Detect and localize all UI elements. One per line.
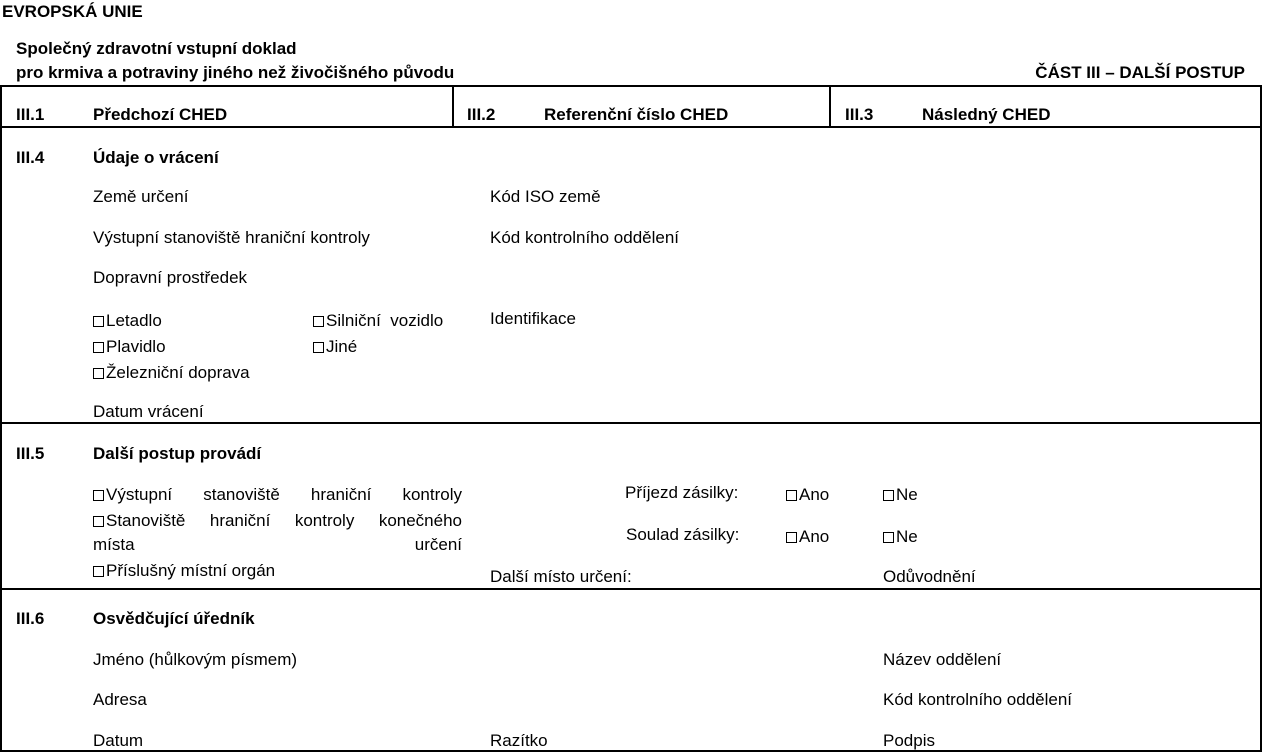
exit-bip-checkbox[interactable] xyxy=(93,490,104,501)
conformity-no-label: Ne xyxy=(896,527,918,546)
field-number-iii4: III.4 xyxy=(16,148,45,167)
local-authority-label: Příslušný místní orgán xyxy=(106,561,276,580)
option-road-vehicle[interactable] xyxy=(313,312,443,329)
section5-bottom-line xyxy=(0,588,1262,590)
document-title-line2: pro krmiva a potraviny jiného než živočišného původu xyxy=(16,63,455,82)
ched-reference-label: Referenční číslo CHED xyxy=(544,105,729,124)
final-bip-word-4: konečného xyxy=(378,511,462,530)
option-final-bip[interactable] xyxy=(93,512,462,529)
address-label: Adresa xyxy=(93,690,147,709)
railway-label: Železniční doprava xyxy=(106,363,250,382)
previous-ched-label: Předchozí CHED xyxy=(93,105,228,124)
option-railway[interactable] xyxy=(93,364,250,381)
option-other-transport[interactable] xyxy=(313,338,357,355)
local-authority-checkbox[interactable] xyxy=(93,566,104,577)
reexport-details-title: Údaje o vrácení xyxy=(93,148,219,167)
frame-top-line xyxy=(0,85,1262,87)
other-transport-checkbox[interactable] xyxy=(313,342,324,353)
final-bip-line2 xyxy=(93,536,462,553)
arrival-no-option[interactable] xyxy=(883,486,918,503)
conformity-no-option[interactable] xyxy=(883,528,918,545)
final-bip-word-5: místa xyxy=(93,535,135,554)
other-transport-label: Jiné xyxy=(326,337,358,356)
subsequent-ched-label: Následný CHED xyxy=(922,105,1051,124)
final-bip-word-1: Stanoviště xyxy=(106,511,186,530)
means-of-transport-label: Dopravní prostředek xyxy=(93,268,248,287)
row1-divider-2 xyxy=(829,85,831,127)
arrival-label: Příjezd zásilky: xyxy=(625,483,739,502)
document-title-line1: Společný zdravotní vstupní doklad xyxy=(16,39,297,58)
final-bip-word-6: určení xyxy=(414,535,462,554)
destination-country-label: Země určení xyxy=(93,187,189,206)
option-vessel[interactable] xyxy=(93,338,166,355)
airplane-checkbox[interactable] xyxy=(93,316,104,327)
part-title: ČÁST III – DALŠÍ POSTUP xyxy=(1035,63,1245,82)
field-number-iii1: III.1 xyxy=(16,105,45,124)
option-local-authority[interactable] xyxy=(93,562,275,579)
exit-bip-word-2: stanoviště xyxy=(203,485,280,504)
section4-bottom-line xyxy=(0,422,1262,424)
frame-left-line xyxy=(0,85,2,752)
road-vehicle-label-b: vozidlo xyxy=(390,311,444,330)
final-bip-word-2: hraniční xyxy=(209,511,271,530)
conformity-label: Soulad zásilky: xyxy=(626,525,740,544)
next-destination-label: Další místo určení: xyxy=(490,567,632,586)
road-vehicle-label-a: Silniční xyxy=(326,311,381,330)
field-number-iii6: III.6 xyxy=(16,609,45,628)
exit-bip-label: Výstupní stanoviště hraniční kontroly xyxy=(93,228,370,247)
option-airplane[interactable] xyxy=(93,312,162,329)
union-title: EVROPSKÁ UNIE xyxy=(2,2,143,21)
exit-bip-word-3: hraniční xyxy=(310,485,372,504)
officer-name-label: Jméno (hůlkovým písmem) xyxy=(93,650,298,669)
conformity-yes-label: Ano xyxy=(799,527,830,546)
unit-name-label: Název oddělení xyxy=(883,650,1002,669)
road-vehicle-checkbox[interactable] xyxy=(313,316,324,327)
vessel-label: Plavidlo xyxy=(106,337,166,356)
final-bip-word-3: kontroly xyxy=(294,511,355,530)
control-unit-code-label: Kód kontrolního oddělení xyxy=(490,228,680,247)
exit-bip-word-1: Výstupní xyxy=(106,485,173,504)
row1-divider-1 xyxy=(452,85,454,127)
officer-unit-code-label: Kód kontrolního oddělení xyxy=(883,690,1073,709)
identification-label: Identifikace xyxy=(490,309,576,328)
arrival-yes-checkbox[interactable] xyxy=(786,490,797,501)
reexport-date-label: Datum vrácení xyxy=(93,402,204,421)
row1-bottom-line xyxy=(0,126,1262,128)
conformity-yes-checkbox[interactable] xyxy=(786,532,797,543)
stamp-label: Razítko xyxy=(490,731,548,750)
exit-bip-word-4: kontroly xyxy=(402,485,462,504)
arrival-yes-option[interactable] xyxy=(786,486,829,503)
certifying-officer-title: Osvědčující úředník xyxy=(93,609,255,628)
signature-label: Podpis xyxy=(883,731,935,750)
final-bip-checkbox[interactable] xyxy=(93,516,104,527)
arrival-yes-label: Ano xyxy=(799,485,830,504)
option-exit-bip[interactable] xyxy=(93,486,462,503)
follow-up-by-title: Další postup provádí xyxy=(93,444,262,463)
vessel-checkbox[interactable] xyxy=(93,342,104,353)
field-number-iii5: III.5 xyxy=(16,444,45,463)
iso-country-code-label: Kód ISO země xyxy=(490,187,601,206)
arrival-no-label: Ne xyxy=(896,485,918,504)
arrival-no-checkbox[interactable] xyxy=(883,490,894,501)
field-number-iii3: III.3 xyxy=(845,105,874,124)
conformity-yes-option[interactable] xyxy=(786,528,829,545)
railway-checkbox[interactable] xyxy=(93,368,104,379)
justification-label: Odůvodnění xyxy=(883,567,976,586)
conformity-no-checkbox[interactable] xyxy=(883,532,894,543)
officer-date-label: Datum xyxy=(93,731,144,750)
field-number-iii2: III.2 xyxy=(467,105,496,124)
airplane-label: Letadlo xyxy=(106,311,162,330)
